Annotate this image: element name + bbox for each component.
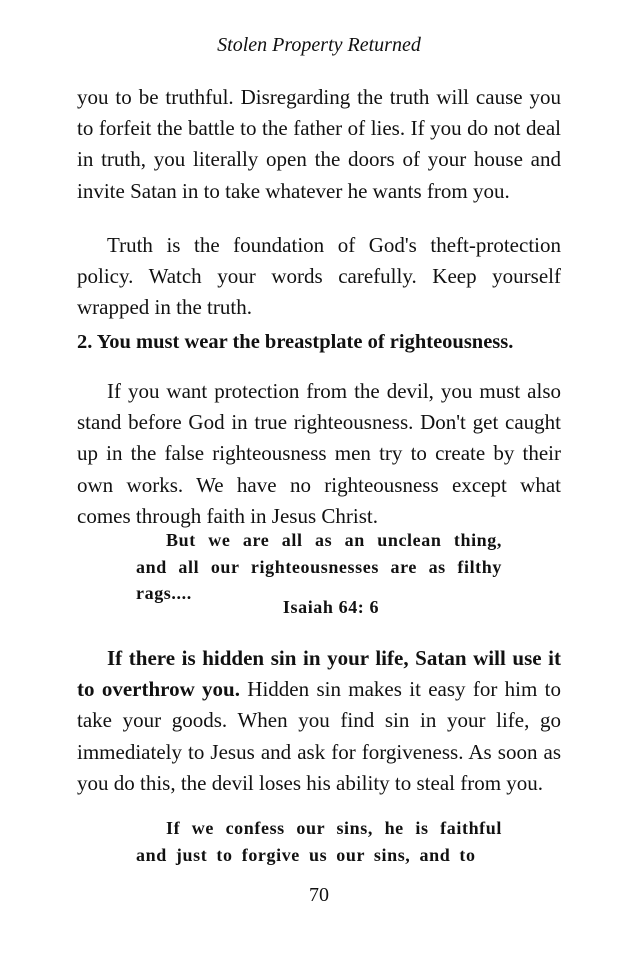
scripture-quote-1-text: But we are all as an unclean thing, and all our righteousnesses are as filthy rags.... xyxy=(136,530,502,603)
paragraph-hidden-sin xyxy=(77,643,561,799)
page-number: 70 xyxy=(309,884,329,906)
running-head: Stolen Property Returned xyxy=(217,34,421,56)
paragraph-righteousness: If you want protection from the devil, you must also stand before God in true righteousness. Don't get caught up in the false righteousness men try to create by their own works. We have no righteousness except what comes through faith in Jesus Christ. xyxy=(77,379,561,528)
paragraph-hidden-sin-emphasis: If there is hidden sin in your life, Satan will use it to overthrow you. xyxy=(77,646,561,702)
section-heading: 2. You must wear the breastplate of righteousness. xyxy=(77,331,514,353)
paragraph-truth-foundation: Truth is the foundation of God's theft-protection policy. Watch your words carefully. Keep yourself wrapped in the truth. xyxy=(77,233,561,320)
scripture-quote-2 xyxy=(136,815,502,868)
scripture-quote-2-text: If we confess our sins, he is faithful and just to forgive us our sins, and to xyxy=(136,818,502,865)
scripture-reference-1: Isaiah 64: 6 xyxy=(282,597,380,617)
paragraph-hidden-sin-rest: Hidden sin makes it easy for him to take your goods. When you find sin in your life, go immediately to Jesus and ask for forgiveness. As soon as you do this, the devil loses his ability to steal from you. xyxy=(77,677,561,795)
paragraph-truthful: you to be truthful. Disregarding the truth will cause you to forfeit the battle to the father of lies. If you do not deal in truth, you literally open the doors of your house and invite Satan in to take whatever he wants from you. xyxy=(77,85,561,203)
